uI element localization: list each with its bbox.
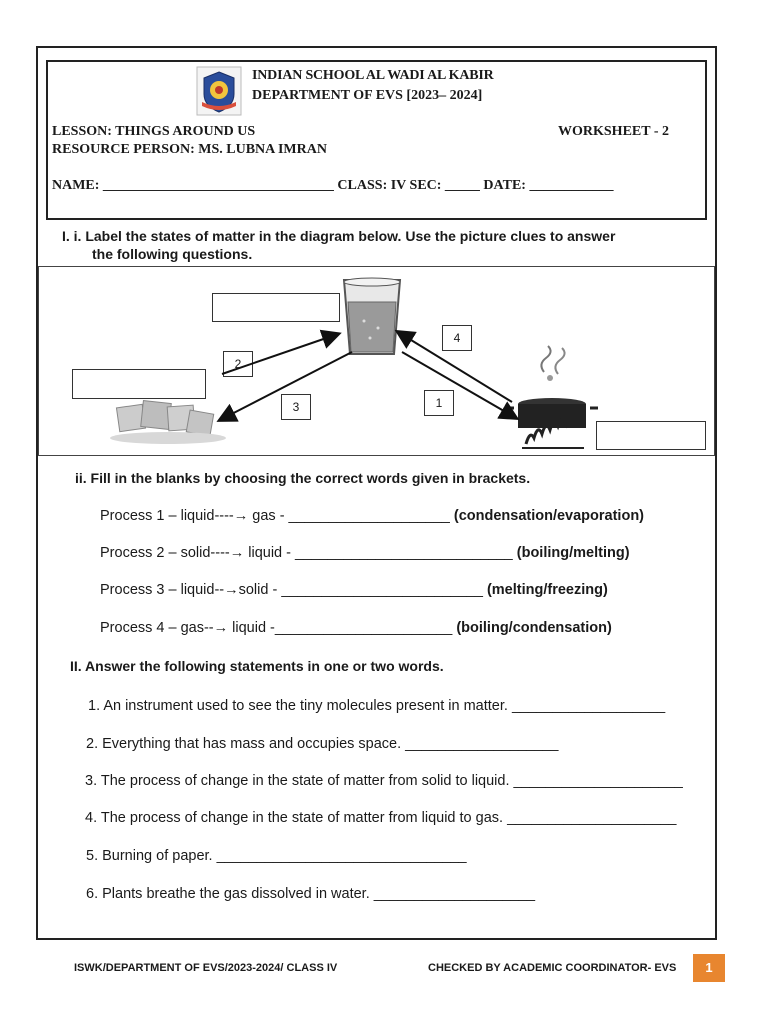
footer-right: CHECKED BY ACADEMIC COORDINATOR- EVS: [428, 962, 677, 974]
section2-title: II. Answer the following statements in one or two words.: [70, 658, 444, 674]
fill-item-options: (condensation/evaporation): [453, 508, 645, 524]
fill-item-options: (boiling/condensation): [456, 620, 612, 636]
worksheet-number: WORKSHEET - 2: [558, 124, 669, 139]
question-4[interactable]: 4. The process of change in the state of matter from liquid to gas. _____________________: [85, 810, 677, 826]
fill-item-text: Process 4 – gas--→ liquid -______________________: [100, 620, 453, 636]
process-number-2: 2: [223, 351, 253, 377]
school-name: INDIAN SCHOOL AL WADI AL KABIR: [252, 68, 494, 83]
arrow-process-1: [402, 352, 516, 418]
footer-left: ISWK/DEPARTMENT OF EVS/2023-2024/ CLASS IV: [74, 962, 338, 974]
section1-title-line2: the following questions.: [92, 246, 253, 262]
fill-item-options: (melting/freezing): [486, 582, 608, 598]
fill-item-2[interactable]: [100, 545, 630, 561]
process-number-4: 4: [442, 325, 472, 351]
department-title: DEPARTMENT OF EVS [2023– 2024]: [252, 88, 483, 103]
glass-of-water-icon: [344, 278, 400, 354]
boiling-pot-icon: [506, 346, 598, 448]
question-6[interactable]: 6. Plants breathe the gas dissolved in water. ____________________: [86, 886, 536, 902]
fill-item-options: (boiling/melting): [516, 545, 630, 561]
states-of-matter-diagram: [38, 266, 715, 456]
question-1[interactable]: 1. An instrument used to see the tiny molecules present in matter. ___________________: [88, 698, 666, 714]
fill-item-text: Process 1 – liquid----→ gas - ____________________: [100, 508, 450, 524]
page-number-badge: 1: [693, 954, 725, 982]
arrow-process-4: [398, 332, 512, 402]
ice-cubes-icon: [110, 401, 226, 444]
question-2[interactable]: 2. Everything that has mass and occupies space. ___________________: [86, 736, 559, 752]
section1-title-line1: I. i. Label the states of matter in the diagram below. Use the picture clues to answer: [62, 228, 616, 244]
fill-item-3[interactable]: [100, 582, 608, 598]
school-logo-icon: [196, 66, 242, 116]
section1b-title: ii. Fill in the blanks by choosing the correct words given in brackets.: [75, 470, 531, 486]
question-5[interactable]: 5. Burning of paper. _______________________________: [86, 848, 467, 864]
fill-item-text: Process 3 – liquid--→solid - _________________________: [100, 582, 483, 598]
lesson-title: LESSON: THINGS AROUND US: [52, 124, 256, 139]
header-box: [46, 60, 707, 220]
arrow-process-3: [220, 352, 352, 420]
student-details-line[interactable]: NAME: _________________________________ CLASS: IV SEC: _____ DATE: ____________: [52, 178, 614, 193]
question-3[interactable]: 3. The process of change in the state of matter from solid to liquid. _____________________: [85, 773, 683, 789]
process-number-3: 3: [281, 394, 311, 420]
resource-person: RESOURCE PERSON: MS. LUBNA IMRAN: [52, 142, 327, 157]
fill-item-1[interactable]: [100, 508, 644, 524]
process-number-1: 1: [424, 390, 454, 416]
fill-item-4[interactable]: [100, 620, 612, 636]
fill-item-text: Process 2 – solid----→ liquid - ___________________________: [100, 545, 513, 561]
